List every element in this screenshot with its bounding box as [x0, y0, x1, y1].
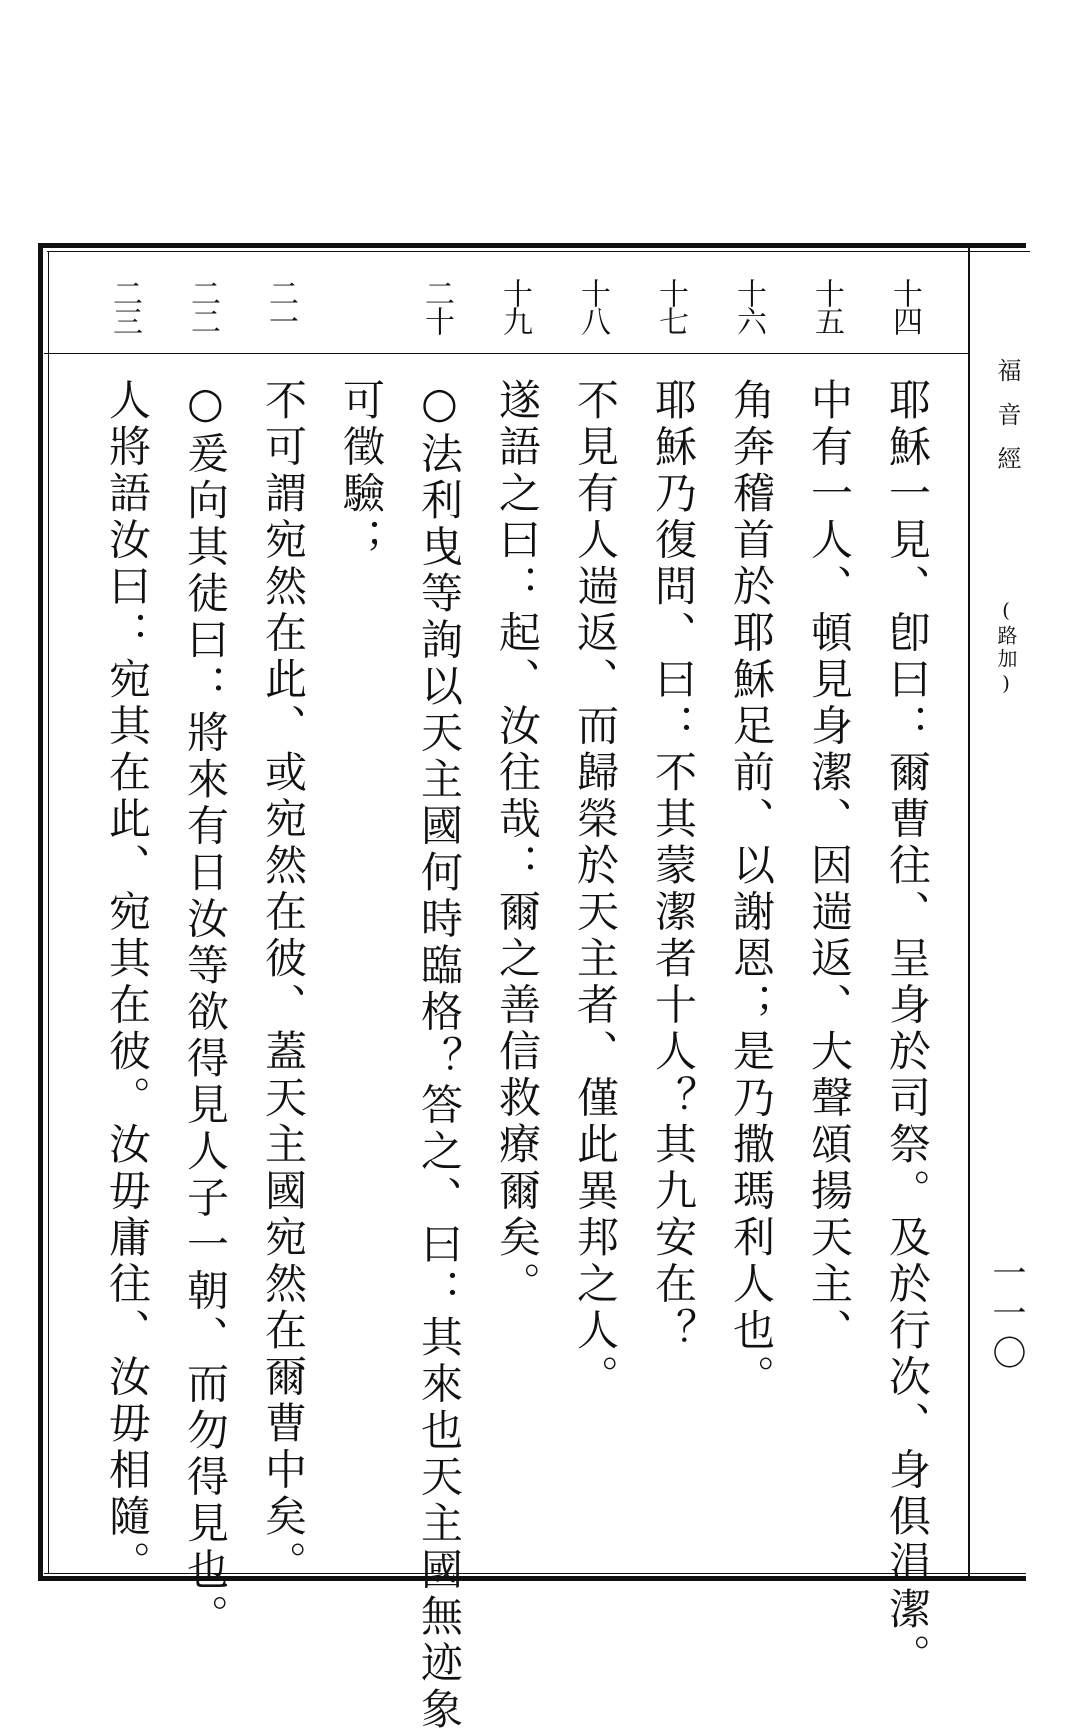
verse-number: 十六 — [731, 278, 766, 334]
verse-number: 十七 — [653, 278, 688, 334]
verse-number-rule — [44, 353, 968, 354]
verse-number: 二十 — [419, 278, 454, 334]
verse-number: 十五 — [809, 278, 844, 334]
verse-text-continued: 可徵驗； — [337, 378, 386, 564]
verse-text: 中有一人、頓見身潔、因遄返、大聲頌揚天主、 — [805, 378, 854, 1355]
verse-number: 十九 — [497, 278, 532, 334]
verse-text: ○法利曳等詢以天主國何時臨格？答之、曰：其來也天主國無迹象 — [415, 378, 464, 1734]
margin-rule — [968, 248, 970, 1578]
verse-text: 耶穌一見、卽曰：爾曹往、呈身於司祭。及於行次、身俱涓潔。 — [883, 378, 932, 1680]
verse-text: 角奔稽首於耶穌足前、以謝恩；是乃撒瑪利人也。 — [727, 378, 776, 1401]
verse-number: 二二 — [185, 278, 220, 334]
book-title: 福音經 — [993, 358, 1021, 490]
verse-number: 二三 — [107, 278, 142, 334]
verse-text: 不可謂宛然在此、或宛然在彼、蓋天主國宛然在爾曹中矣。 — [259, 378, 308, 1587]
verse-text: 不見有人遄返、而歸榮於天主者、僅此異邦之人。 — [571, 378, 620, 1401]
verse-text: 人將語汝曰：宛其在此、宛其在彼。汝毋庸往、汝毋相隨。 — [103, 378, 152, 1587]
verse-text: 遂語之曰：起、汝往哉：爾之善信救療爾矣。 — [493, 378, 542, 1308]
verse-text: 耶穌乃復問、曰：不其蒙潔者十人？其九安在？ — [649, 378, 698, 1355]
verse-number: 十八 — [575, 278, 610, 334]
verse-text: ○爰向其徒曰：將來有日汝等欲得見人子一朝、而勿得見也。 — [181, 378, 230, 1641]
book-subtitle: (路加) — [994, 598, 1018, 698]
verse-number: 十四 — [887, 278, 922, 334]
verse-number: 二一 — [263, 278, 298, 334]
page-number: 一一〇 — [986, 1255, 1026, 1375]
